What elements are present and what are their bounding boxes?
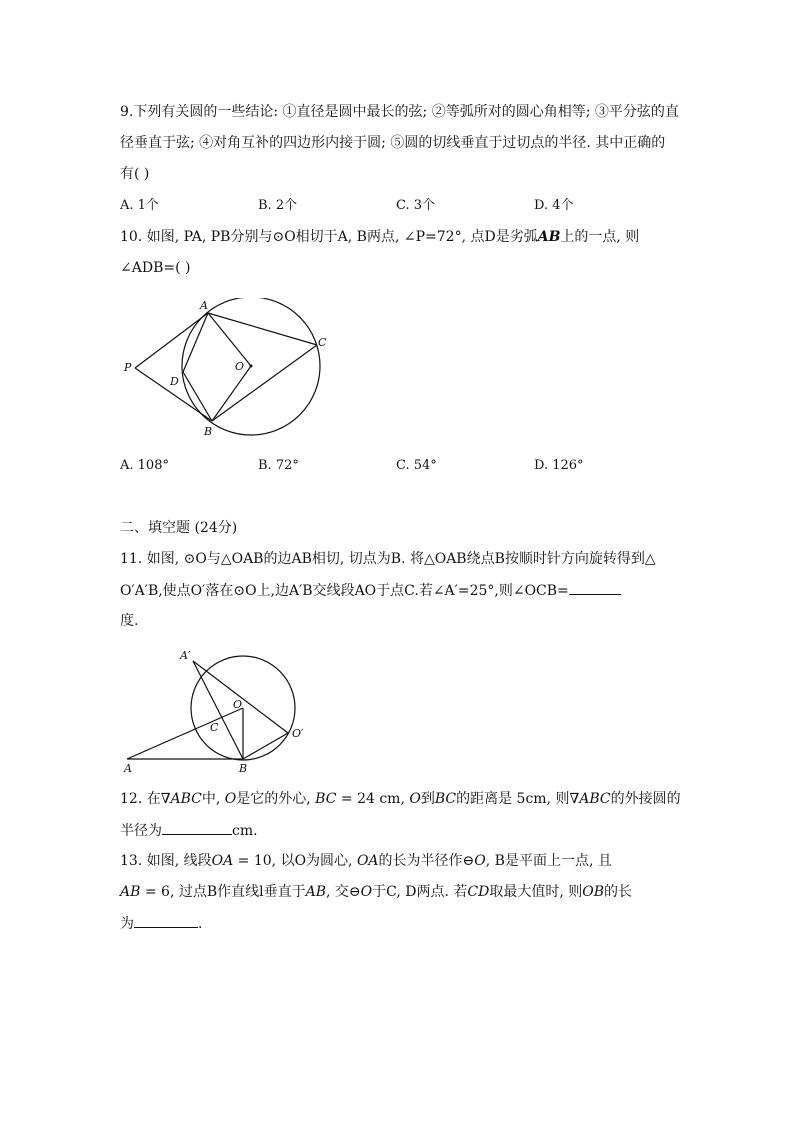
q12-triangle-abc: ∇ABC [160,791,202,807]
q10-line-PA [135,313,208,368]
q11-label-b: B [239,762,248,775]
q10-line-BC [212,345,317,421]
q11-label-o-prime: O′ [292,727,304,740]
q13-line-2 [120,882,632,902]
q11-label-a: A [124,762,132,775]
q9-option-a: A. 1个 [120,198,159,213]
q12-line-2-text-b: cm. [232,823,258,839]
q10-option-b: B. 72° [258,458,299,473]
q12-point-o-2: O [409,791,421,807]
q12-text-3: 是它的外心, [236,791,316,807]
q10-line-AO [208,313,251,366]
q13-line-1 [120,851,612,871]
q10-label-b: B [204,425,213,438]
q10-label-d: D [170,375,179,388]
q12-text-6: 的距离是 5cm, 则 [456,791,570,807]
q10-label-a: A [200,299,208,312]
q12-text-7: 的外接圆的 [610,791,681,807]
q12-line-1 [120,789,681,809]
q13-line-3-text-a: 为 [120,916,134,932]
q9-line-3: 有( ) [120,166,150,182]
q12-text-1: 12. 在 [120,791,161,807]
q13-segment-ob: OB [582,884,605,900]
q13-answer-blank [134,913,198,928]
q10-label-p: P [124,361,132,374]
q9-option-b: B. 2个 [258,198,298,213]
q12-text-2: 中, [201,791,225,807]
q11-figure [118,645,314,777]
q12-line-2 [120,820,258,841]
q11-answer-blank [569,580,621,595]
q11-label-a-prime: A′ [180,649,191,662]
q13-line-2-text-4: 取最大值时, 则 [489,884,583,900]
q11-line-3: 度. [120,613,139,629]
q9-option-d: D. 4个 [534,198,574,213]
q11-line-A-prime-O-prime [193,661,288,733]
q12-answer-blank [162,820,232,835]
q13-segment-ab: AB [120,884,141,900]
section-2-title: 二、填空题 (24分) [120,520,238,536]
q10-line-BD [183,372,212,421]
q10-label-o: O [235,360,245,373]
q11-line-AO [127,708,243,759]
q13-segment-oa: OA [211,853,234,869]
q11-label-c: C [210,721,219,734]
q9-line-2: 径垂直于弦; ④对角互补的四边形内接于圆; ⑤圆的切线垂直于过切点的半径. 其中正确的 [120,135,666,151]
q13-segment-oa-2: OA [356,853,379,869]
q10-label-c: C [318,336,327,349]
q12-segment-bc-2: BC [434,791,457,807]
q10-line-1-text-a: 10. 如图, PA, PB分别与⊙O相切于A, B两点, ∠P=72°, 点D是劣弧 [120,229,538,245]
q13-text-2: = 10, 以O为圆心, [233,853,357,869]
q13-text-4: , B是平面上一点, 且 [485,853,612,869]
q13-line-3 [120,913,202,934]
q9-line-1: 9.下列有关圆的一些结论: ①直径是圆中最长的弦; ②等弧所对的圆心角相等; ③平分弦的直 [120,104,679,120]
q13-line-2-text-2: , 交⊖ [326,884,361,900]
q13-text-3: 的长为半径作⊖ [378,853,475,869]
q12-text-5: 到 [420,791,435,807]
q10-option-c: C. 54° [396,458,437,473]
q11-line-2 [120,580,621,601]
q11-label-o: O [233,698,243,711]
q13-line-2-text-1: = 6, 过点B作直线l垂直于 [140,884,306,900]
q12-triangle-abc-2: ∇ABC [569,791,611,807]
q12-text-4: = 24 cm, [336,791,410,807]
q13-line-3-text-b: . [198,916,203,932]
q13-line-2-text-5: 的长 [604,884,633,900]
q9-option-c: C. 3个 [396,198,436,213]
q12-point-o: O [224,791,237,807]
q12-segment-bc: BC [315,791,337,807]
q13-segment-cd: CD [467,884,490,900]
q13-text-1: 13. 如图, 线段 [120,853,212,869]
q10-center-dot [250,365,253,368]
q13-circle-o: O [474,853,486,869]
q10-line-2: ∠ADB=( ) [120,260,191,276]
q11-line-2-text: O′A′B,使点O′落在⊙O上,边A′B交线段AO于点C.若∠A′=25°,则∠OCB= [120,583,569,599]
q10-line-BO [212,366,251,421]
q10-figure [118,298,332,440]
q11-line-1: 11. 如图, ⊙O与△OAB的边AB相切, 切点为B. 将△OAB绕点B按顺时针方向旋转得到△ [120,551,656,567]
q13-circle-o-2: O [360,884,373,900]
arc-ab-symbol: AB [537,229,561,245]
q10-option-d: D. 126° [534,458,584,473]
q13-segment-ab-2: AB [305,884,327,900]
q10-option-a: A. 108° [120,458,169,473]
q10-line-1 [120,227,639,247]
q12-line-2-text-a: 半径为 [120,823,162,839]
q10-line-1-text-b: 上的一点, 则 [560,229,640,245]
q13-line-2-text-3: 于C, D两点. 若 [372,884,468,900]
